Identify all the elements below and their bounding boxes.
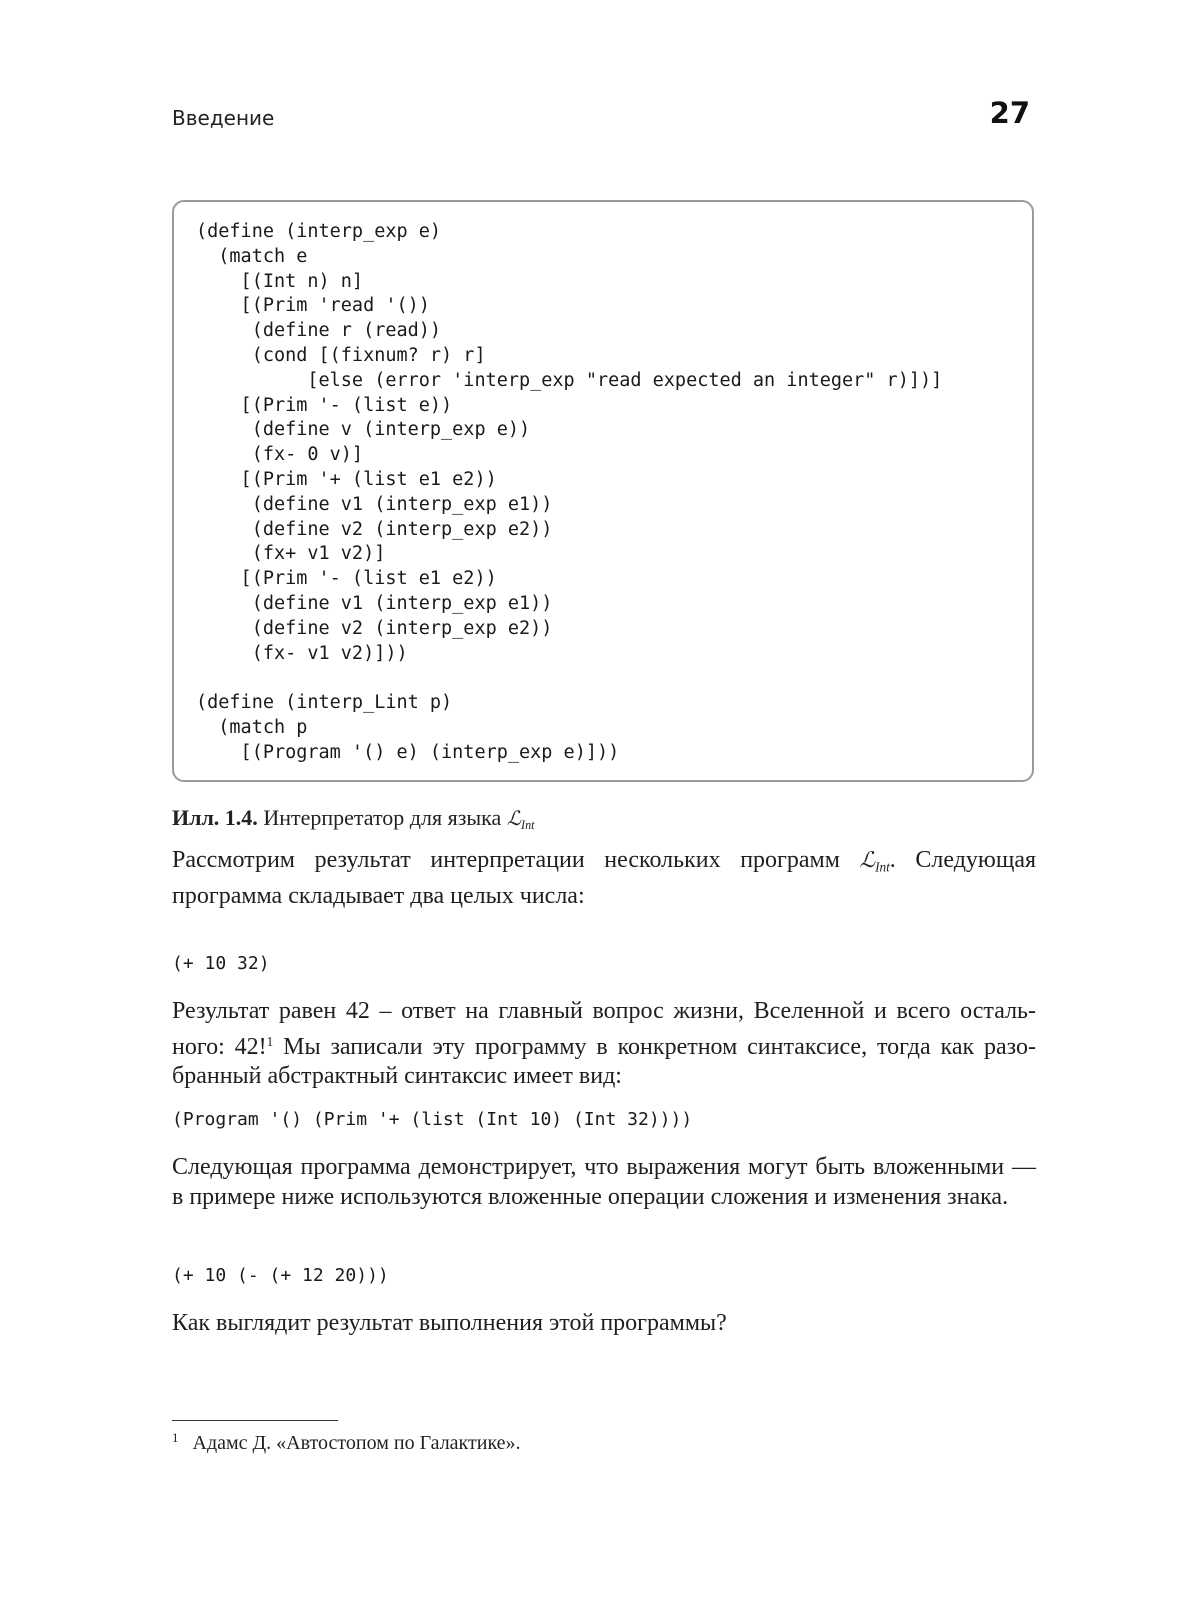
footnote-rule <box>172 1420 338 1421</box>
code-listing: (define (interp_exp e) (match e [(Int n) n] [(Prim 'read '()) (define r (read)) (cond [(fixnum? r) r] [else (error 'interp_exp "read expected an integer" r)])] [(Prim '- (list e)) (define v (interp_exp e)) (fx- 0 v)] [(Prim '+ (list e1 e2)) (define v1 (interp_exp e1)) (define v2 (interp_exp e2)) (fx+ v1 v2)] [(Prim '- (list e1 e2)) (define v1 (interp_exp e1)) (define v2 (interp_exp e2)) (fx- v1 v2)])) (define (interp_Lint p) (match p [(Program '() e) (interp_exp e)])) <box>196 221 943 763</box>
paragraph-3: Следующая программа демонстрирует, что выражения могут быть вложенными — в примере ниже используются вложенные операции сложения и изменения знака. <box>172 1154 1036 1210</box>
paragraph-1-text: Рассмотрим результат интерпретации нескольких программ <box>172 847 840 873</box>
paragraph-1-language-subscript: Int <box>875 859 890 875</box>
code-figure-frame <box>172 200 1034 782</box>
paragraph-1-tail: . Следующая программа складывает два целых числа: <box>172 847 1037 910</box>
language-subscript: Int <box>521 818 535 833</box>
paragraph-2-text: Результат равен 42 – ответ на главный вопрос жизни, Вселенной и всего остального: 42! <box>172 998 1036 1060</box>
figure-caption-text: Интерпретатор для языка <box>263 805 502 830</box>
language-symbol: ℒ <box>506 807 522 830</box>
footnote-reference: 1 <box>266 1033 274 1049</box>
page-number: 27 <box>989 96 1030 130</box>
figure-label: Илл. 1.4. <box>172 805 258 830</box>
running-head: Введение <box>172 106 275 130</box>
code-example-3: (+ 10 (- (+ 12 20))) <box>172 1265 389 1286</box>
paragraph-4: Как выглядит результат выполнения этой программы? <box>172 1310 727 1336</box>
figure-caption <box>172 805 534 833</box>
footnote-marker: 1 <box>172 1430 179 1445</box>
footnote <box>172 1430 521 1455</box>
code-example-1: (+ 10 32) <box>172 953 270 974</box>
paragraph-2-tail: Мы записали эту программу в конкретном синтаксисе, тогда как разобранный абстрактный синтаксис имеет вид: <box>172 1033 1037 1089</box>
paragraph-2 <box>172 997 1036 1091</box>
code-example-2: (Program '() (Prim '+ (list (Int 10) (Int 32)))) <box>172 1109 693 1130</box>
paragraph-1-language-symbol: ℒ <box>859 848 876 873</box>
paragraph-1 <box>172 846 1036 912</box>
footnote-text: Адамс Д. «Автостопом по Галактике». <box>192 1432 521 1455</box>
